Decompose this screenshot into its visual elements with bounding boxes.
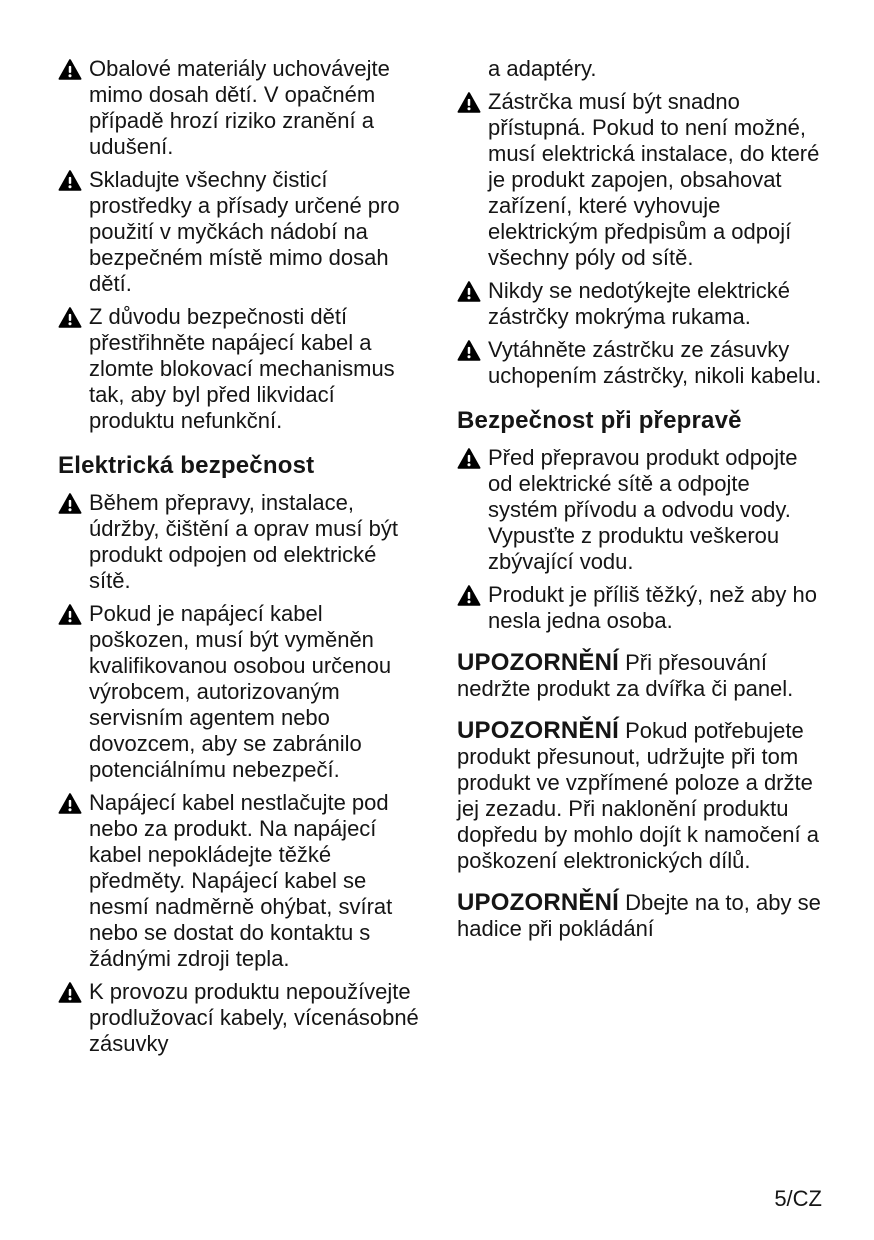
- notice-label: UPOZORNĚNÍ: [457, 649, 620, 676]
- warning-list-item: [58, 979, 423, 1057]
- warning-list-item: [457, 89, 822, 271]
- warning-text: Pokud je napájecí kabel poškozen, musí být vyměněn kvalifikovanou osobou určenou výrobcem, autorizovaným servisním agentem nebo dovozcem, aby se zabránilo potenciálnímu nebezpečí.: [89, 601, 392, 782]
- warning-list-item: [58, 790, 423, 972]
- warning-triangle-icon: [58, 790, 89, 814]
- notice-paragraph: [457, 890, 822, 942]
- warning-text: Napájecí kabel nestlačujte pod nebo za produkt. Na napájecí kabel nepokládejte těžké předměty. Napájecí kabel se nesmí nadměrně ohýbat, svírat nebo se dostat do kontaktu s žádnými zdroji tepla.: [89, 790, 393, 971]
- warning-text: K provozu produktu nepoužívejte prodlužovací kabely, vícenásobné zásuvky: [89, 979, 419, 1056]
- warning-triangle-icon: [457, 582, 488, 606]
- warning-text: Během přepravy, instalace, údržby, čištění a oprav musí být produkt odpojen od elektrické sítě.: [89, 490, 398, 593]
- warning-triangle-icon: [457, 445, 488, 469]
- warning-list-item: [457, 337, 822, 389]
- continuation-text: a adaptéry.: [488, 56, 597, 81]
- warning-list-item: [457, 278, 822, 330]
- warning-text: Vytáhněte zástrčku ze zásuvky uchopením zástrčky, nikoli kabelu.: [488, 337, 822, 388]
- warning-list-item: [58, 304, 423, 434]
- warning-text: Před přepravou produkt odpojte od elektrické sítě a odpojte systém přívodu a odvodu vody. Vypusťte z produktu veškerou zbývající vodu.: [488, 445, 798, 574]
- warning-list-item: [58, 56, 423, 160]
- warning-text: Skladujte všechny čisticí prostředky a přísady určené pro použití v myčkách nádobí na bezpečném místě mimo dosah dětí.: [89, 167, 400, 296]
- warning-text: Z důvodu bezpečnosti dětí přestřihněte napájecí kabel a zlomte blokovací mechanismus tak, aby byl před likvidací produktu nefunkční.: [89, 304, 395, 433]
- page-number: 5/CZ: [774, 1186, 822, 1211]
- notice-label: UPOZORNĚNÍ: [457, 717, 620, 744]
- warning-triangle-icon: [58, 979, 89, 1003]
- warning-triangle-icon: [58, 601, 89, 625]
- warning-triangle-icon: [58, 167, 89, 191]
- notice-paragraph: [457, 650, 822, 702]
- notice-text: Při přesouvání nedržte produkt za dvířka či panel.: [457, 650, 794, 701]
- warning-list-item: [58, 490, 423, 594]
- right-column: [457, 56, 822, 1064]
- section-heading: Elektrická bezpečnost: [58, 452, 315, 479]
- warning-list-item: [457, 445, 822, 575]
- warning-triangle-icon: [457, 278, 488, 302]
- notice-text: Dbejte na to, aby se hadice při pokládání: [457, 890, 821, 941]
- notice-paragraph: [457, 718, 822, 874]
- notice-text: Pokud potřebujete produkt přesunout, udržujte při tom produkt ve vzpřímené poloze a držte jej zezadu. Při naklonění produktu dopředu by mohlo dojít k namočení a poškození elektronických dílů.: [457, 718, 820, 873]
- warning-triangle-icon: [58, 56, 89, 80]
- warning-list-item: [58, 167, 423, 297]
- warning-triangle-icon: [58, 304, 89, 328]
- section-heading: Bezpečnost při přepravě: [457, 407, 742, 434]
- warning-triangle-icon: [457, 337, 488, 361]
- notice-label: UPOZORNĚNÍ: [457, 889, 620, 916]
- warning-triangle-icon: [457, 89, 488, 113]
- warning-list-item: [58, 601, 423, 783]
- warning-text: Zástrčka musí být snadno přístupná. Pokud to není možné, musí elektrická instalace, do které je produkt zapojen, obsahovat zařízení, které vyhovuje elektrickým předpisům a odpojí všechny póly od sítě.: [488, 89, 820, 270]
- warning-list-item: [457, 582, 822, 634]
- warning-triangle-icon: [58, 490, 89, 514]
- left-column: [58, 56, 423, 1064]
- two-column-layout: [58, 56, 822, 1064]
- warning-text: Obalové materiály uchovávejte mimo dosah dětí. V opačném případě hrozí riziko zranění a udušení.: [89, 56, 390, 159]
- warning-text: Nikdy se nedotýkejte elektrické zástrčky mokrýma rukama.: [488, 278, 791, 329]
- warning-text: Produkt je příliš těžký, než aby ho nesla jedna osoba.: [488, 582, 817, 633]
